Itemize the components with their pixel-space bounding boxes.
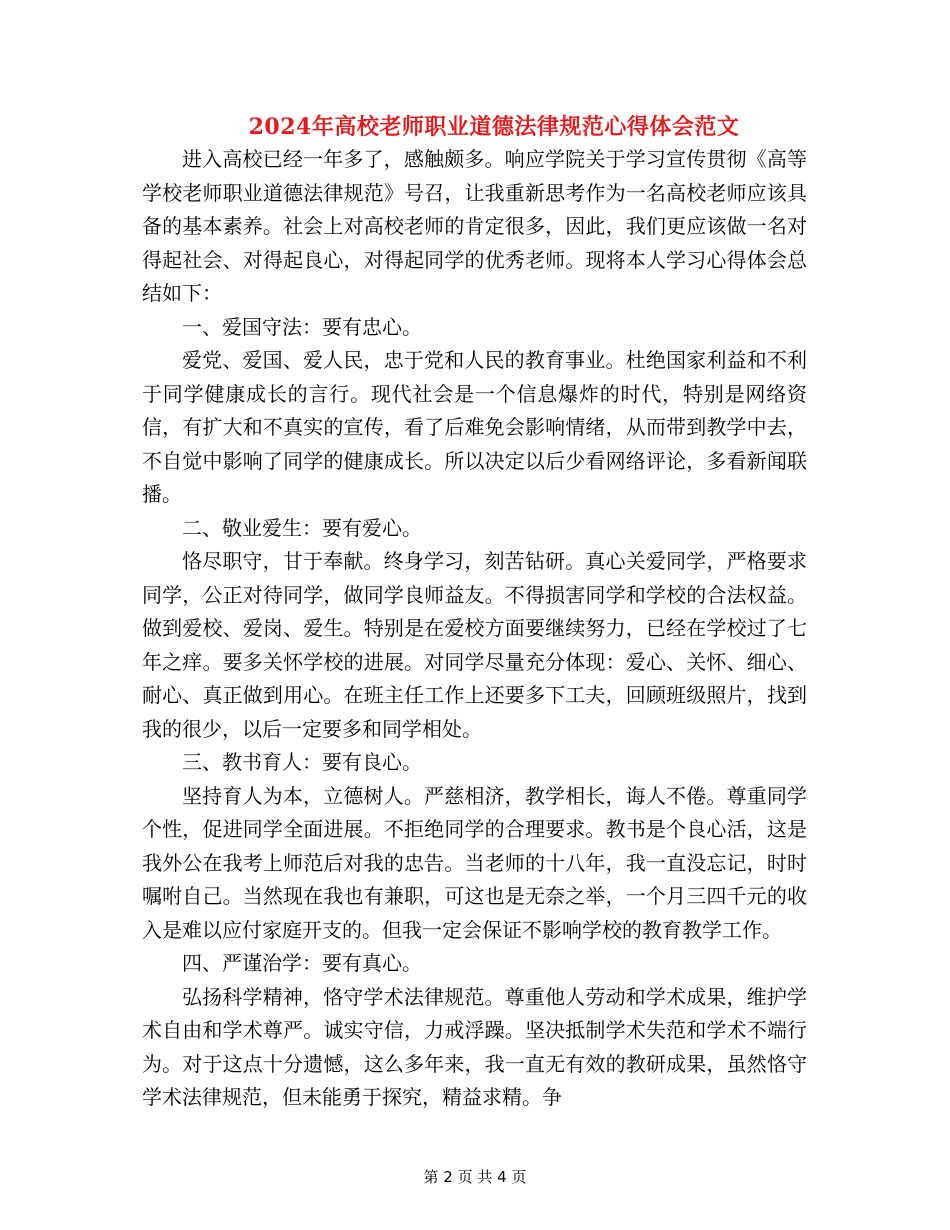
document-body	[142, 143, 807, 1115]
section-heading-2: 二、敬业爱生：要有爱心。	[182, 515, 422, 540]
document-title: 2024年高校老师职业道德法律规范心得体会范文	[248, 114, 740, 140]
section-heading-1: 一、爱国守法：要有忠心。	[182, 314, 422, 339]
paragraph-section-2: 恪尽职守，甘于奉献。终身学习，刻苦钻研。真心关爱同学，严格要求同学，公正对待同学，做同学良师益友。不得损害同学和学校的合法权益。做到爱校、爱岗、爱生。特别是在爱校方面要继续努力，已经在学校过了七年之痒。要多关怀学校的进展。对同学尽量充分体现：爱心、关怀、细心、耐心、真正做到用心。在班主任工作上还要多下工夫，回顾班级照片，找到我的很少，以后一定要多和同学相处。	[142, 549, 807, 741]
section-heading-3: 三、教书育人：要有良心。	[182, 750, 422, 774]
paragraph-section-3: 坚持育人为本，立德树人。严慈相济，教学相长，诲人不倦。尊重同学个性，促进同学全面进展。不拒绝同学的合理要求。教书是个良心活，这是我外公在我考上师范后对我的忠告。当老师的十八年，我一直没忘记，时时嘱咐自己。当然现在我也有兼职，可这也是无奈之举，一个月三四千元的收入是难以应付家庭开支的。但我一定会保证不影响学校的教育教学工作。	[142, 783, 807, 942]
paragraph-section-4: 弘扬科学精神，恪守学术法律规范。尊重他人劳动和学术成果，维护学术自由和学术尊严。诚实守信，力戒浮躁。坚决抵制学术失范和学术不端行为。对于这点十分遗憾，这么多年来，我一直无有效的教研成果，虽然恪守学术法律规范，但未能勇于探究，精益求精。争	[142, 984, 807, 1109]
paragraph-section-1: 爱党、爱国、爱人民，忠于党和人民的教育事业。杜绝国家利益和不利于同学健康成长的言行。现代社会是一个信息爆炸的时代，特别是网络资信，有扩大和不真实的宣传，看了后难免会影响情绪，从而带到教学中去，不自觉中影响了同学的健康成长。所以决定以后少看网络评论，多看新闻联播。	[142, 348, 807, 506]
section-heading-4: 四、严谨治学：要有真心。	[182, 951, 422, 975]
paragraph-intro: 进入高校已经一年多了，感触颇多。响应学院关于学习宣传贯彻《高等学校老师职业道德法律规范》号召，让我重新思考作为一名高校老师应该具备的基本素养。社会上对高校老师的肯定很多，因此，我们更应该做一名对得起社会、对得起良心，对得起同学的优秀老师。现将本人学习心得体会总结如下：	[142, 147, 807, 305]
page-number-footer: 第 2 页 共 4 页	[423, 1168, 527, 1186]
